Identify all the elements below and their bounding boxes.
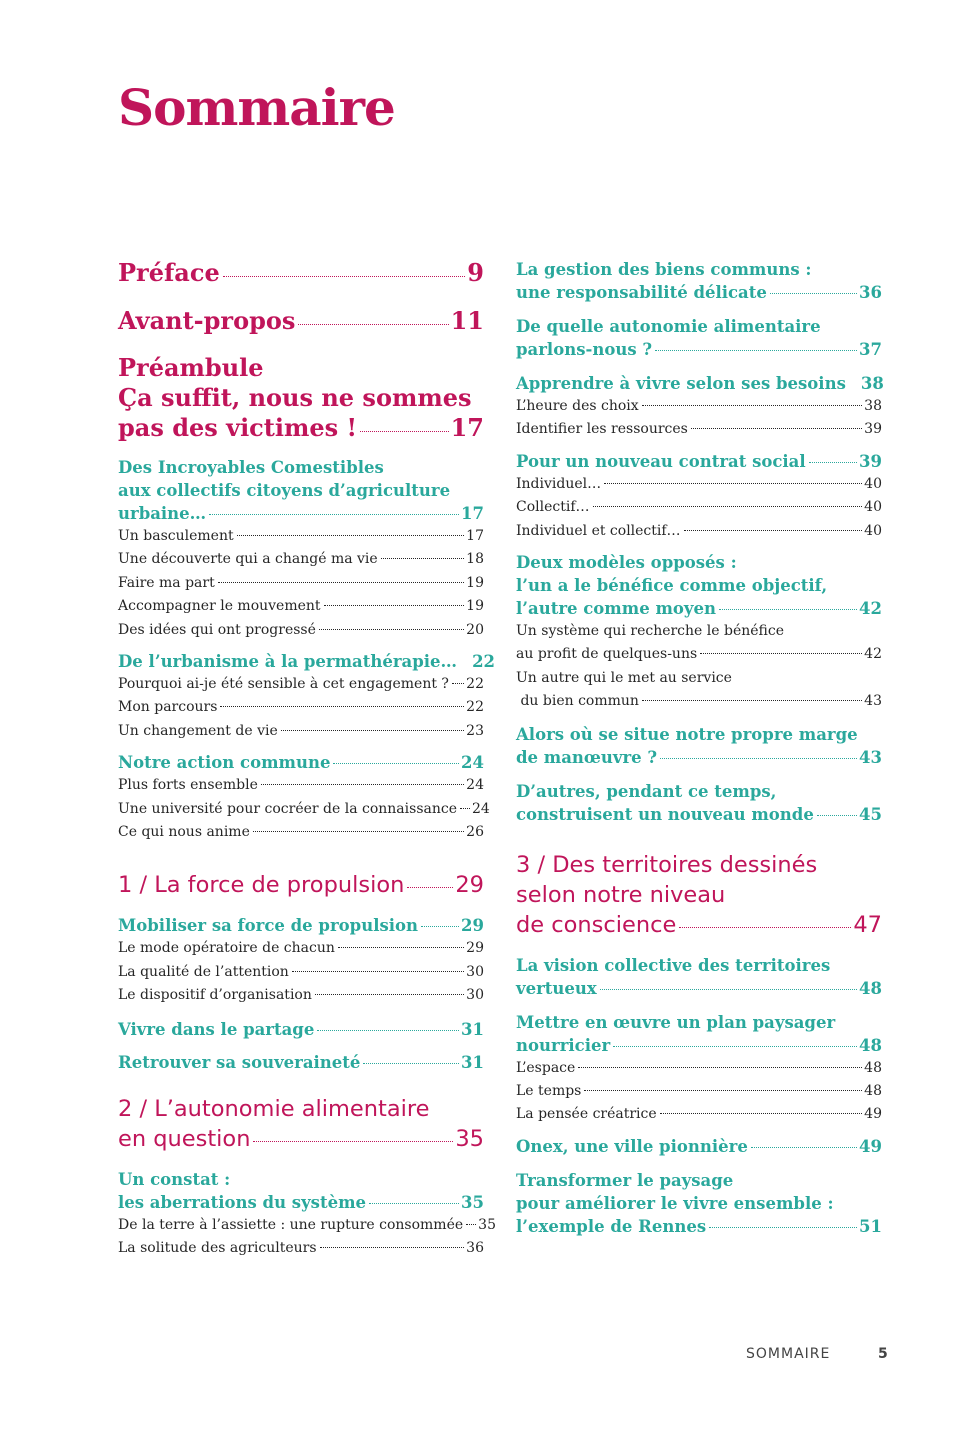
toc-page-number: 24: [466, 777, 484, 794]
leader-dots: [460, 808, 470, 809]
toc-entry-preface[interactable]: [118, 258, 484, 288]
toc-page-number: 17: [450, 413, 484, 442]
toc-subentry[interactable]: [516, 1103, 882, 1126]
leader-dots: [338, 947, 464, 948]
leader-dots: [381, 558, 464, 559]
toc-page-number: 42: [864, 646, 882, 663]
toc-page-number: 35: [461, 1192, 484, 1212]
leader-dots: [655, 350, 857, 351]
leader-dots: [660, 758, 857, 759]
leader-dots: [209, 514, 459, 515]
toc-page-number: 24: [472, 800, 490, 817]
toc-subentry[interactable]: [516, 395, 882, 418]
toc-page-number: 18: [466, 551, 484, 568]
toc-entry-dautres[interactable]: [516, 780, 882, 826]
toc-page-number: 19: [466, 574, 484, 591]
toc-page-number: 40: [864, 522, 882, 539]
toc-entry-title: La qualité de l’attention: [118, 963, 289, 980]
leader-dots: [466, 1224, 476, 1225]
toc-part-1[interactable]: [118, 870, 484, 900]
toc-entry-title-line: Transformer le paysage: [516, 1170, 734, 1190]
toc-entry-title-line: vertueux: [516, 978, 597, 998]
toc-page-number: 30: [466, 963, 484, 980]
toc-entry-title-line: l’exemple de Rennes: [516, 1216, 707, 1236]
toc-subentry[interactable]: [118, 821, 484, 844]
toc-entry-title-line: en question: [118, 1125, 251, 1152]
toc-page-number: 43: [864, 693, 882, 710]
toc-subentry[interactable]: [118, 1237, 484, 1260]
toc-subentry[interactable]: [118, 961, 484, 984]
toc-entry-vivre-partage[interactable]: [118, 1018, 484, 1041]
toc-page-number: 38: [860, 374, 884, 393]
toc-entry-title: De la terre à l’assiette : une rupture consommée: [118, 1216, 464, 1233]
leader-dots: [261, 784, 464, 785]
toc-entry-title: Individuel et collectif…: [516, 522, 681, 539]
toc-entry-title: Plus forts ensemble: [118, 777, 258, 794]
toc-page-number: 11: [450, 306, 484, 335]
leader-dots: [809, 462, 857, 463]
toc-entry-incroyables-comestibles[interactable]: [118, 456, 484, 525]
leader-dots: [604, 483, 862, 484]
toc-page-number: 17: [466, 528, 484, 544]
toc-entry-gestion-biens[interactable]: [516, 258, 882, 304]
leader-dots: [223, 276, 466, 277]
toc-page-number: 39: [859, 451, 882, 471]
toc-page-number: 23: [466, 722, 484, 739]
toc-entry-title: Identifier les ressources: [516, 421, 688, 438]
toc-page-number: 29: [461, 916, 484, 936]
toc-subentry[interactable]: [118, 572, 484, 595]
toc-page-number: 26: [466, 824, 484, 841]
leader-dots: [709, 1227, 857, 1228]
toc-entry-title-line: urbaine…: [118, 504, 207, 523]
toc-page-number: 22: [466, 676, 484, 693]
toc-subentry[interactable]: [118, 937, 484, 960]
toc-entry-title: De l’urbanisme à la permathérapie…: [118, 652, 458, 672]
toc-entry-title: Une université pour cocréer de la connaissance: [118, 800, 457, 817]
leader-dots: [319, 629, 464, 630]
leader-dots: [253, 1141, 453, 1142]
toc-entry-title: Avant-propos: [118, 306, 296, 335]
toc-entry-plan-paysager[interactable]: [516, 1011, 882, 1057]
leader-dots: [593, 506, 863, 507]
toc-entry-title: Collectif…: [516, 499, 590, 516]
toc-page-number: 20: [466, 621, 484, 638]
toc-page-number: 37: [859, 340, 882, 359]
toc-entry-title-line: 3 / Des territoires dessinés: [516, 851, 818, 878]
toc-entry-title: Accompagner le mouvement: [118, 598, 321, 615]
toc-page-number: 38: [864, 398, 882, 414]
toc-entry-title: Onex, une ville pionnière: [516, 1136, 748, 1156]
toc-subentry[interactable]: [516, 473, 882, 496]
toc-entry-urbanisme[interactable]: [118, 650, 496, 673]
toc-entry-constat[interactable]: [118, 1168, 484, 1214]
toc-entry-title: L’espace: [516, 1059, 576, 1076]
toc-entry-title: Apprendre à vivre selon ses besoins: [516, 374, 846, 393]
toc-subentry[interactable]: [118, 798, 490, 821]
leader-dots: [317, 1030, 459, 1031]
toc-entry-retrouver[interactable]: [118, 1051, 484, 1074]
toc-entry-title-line: Un autre qui le met au service: [516, 669, 732, 686]
leader-dots: [333, 763, 459, 764]
toc-subentry[interactable]: [118, 525, 484, 548]
toc-page-number: 51: [859, 1216, 882, 1236]
toc-entry-title: Ce qui nous anime: [118, 824, 250, 841]
toc-entry-title-line: pour améliorer le vivre ensemble :: [516, 1193, 834, 1213]
toc-page-number: 42: [859, 599, 882, 619]
toc-entry-title-line: au profit de quelques-uns: [516, 646, 698, 663]
toc-entry-title: La pensée créatrice: [516, 1106, 657, 1123]
toc-subentry[interactable]: [516, 1080, 882, 1103]
toc-entry-title: L’heure des choix: [516, 398, 639, 414]
toc-page-number: 35: [455, 1125, 484, 1152]
toc-entry-title-line: construisent un nouveau monde: [516, 804, 814, 824]
leader-dots: [660, 1113, 863, 1114]
leader-dots: [452, 683, 464, 684]
leader-dots: [679, 927, 851, 928]
toc-page-number: 29: [466, 940, 484, 957]
toc-entry-title-line: 2 / L’autonomie alimentaire: [118, 1095, 430, 1122]
leader-dots: [320, 1247, 465, 1248]
toc-entry-title-line: de manœuvre ?: [516, 747, 658, 767]
leader-dots: [298, 324, 448, 325]
toc-entry-title-line: parlons-nous ?: [516, 340, 653, 359]
toc-entry-deux-modeles[interactable]: [516, 551, 882, 620]
toc-entry-title: Le mode opératoire de chacun: [118, 940, 335, 957]
toc-entry-title: Préface: [118, 258, 220, 287]
toc-subentry[interactable]: [118, 774, 484, 797]
toc-entry-apprendre[interactable]: [516, 372, 882, 395]
toc-page-number: 43: [859, 747, 882, 767]
toc-entry-title-line: aux collectifs citoyens d’agriculture: [118, 481, 451, 500]
leader-dots: [691, 428, 862, 429]
toc-subentry[interactable]: [118, 696, 484, 719]
toc-entry-title: Mobiliser sa force de propulsion: [118, 916, 419, 936]
toc-entry-title-line: De quelle autonomie alimentaire: [516, 317, 821, 336]
leader-dots: [292, 971, 464, 972]
toc-entry-title-line: pas des victimes !: [118, 413, 358, 442]
toc-subentry-systeme[interactable]: [516, 620, 882, 667]
toc-entry-title: Le dispositif d’organisation: [118, 987, 312, 1004]
toc-entry-avant-propos[interactable]: [118, 306, 484, 336]
toc-entry-title-line: Ça suffit, nous ne sommes: [118, 383, 472, 412]
toc-subentry[interactable]: [118, 548, 484, 571]
toc-entry-title-line: de conscience: [516, 911, 677, 938]
toc-entry-title-line: du bien commun: [516, 693, 639, 710]
toc-entry-title-line: Alors où se situe notre propre marge: [516, 724, 858, 744]
toc-page-number: 19: [466, 598, 484, 615]
leader-dots: [719, 609, 857, 610]
toc-page-number: 17: [461, 504, 484, 523]
leader-dots: [253, 831, 464, 832]
toc-subentry[interactable]: [516, 1057, 882, 1080]
toc-subentry-autre[interactable]: [516, 667, 882, 714]
toc-page-number: 31: [461, 1052, 484, 1072]
toc-subentry[interactable]: [516, 418, 882, 441]
leader-dots: [369, 1203, 459, 1204]
toc-page-number: 31: [461, 1019, 484, 1039]
toc-entry-title-line: Un constat :: [118, 1169, 231, 1189]
toc-entry-marge-manoeuvre[interactable]: [516, 723, 882, 769]
toc-page-number: 9: [467, 258, 484, 287]
toc-entry-title: Le temps: [516, 1083, 582, 1100]
toc-entry-title: Pour un nouveau contrat social: [516, 451, 806, 471]
leader-dots: [642, 405, 862, 406]
toc-entry-mobiliser[interactable]: [118, 914, 484, 937]
leader-dots: [363, 1063, 459, 1064]
toc-entry-title-line: une responsabilité délicate: [516, 283, 767, 302]
toc-entry-title: Une découverte qui a changé ma vie: [118, 551, 378, 568]
toc-subentry[interactable]: [516, 496, 882, 519]
toc-page-number: 36: [859, 283, 882, 302]
toc-left-column: [118, 258, 496, 1261]
toc-page-number: 40: [864, 499, 882, 516]
toc-entry-title: La solitude des agriculteurs: [118, 1240, 317, 1257]
leader-dots: [315, 994, 464, 995]
toc-entry-title-line: l’un a le bénéfice comme objectif,: [516, 576, 828, 596]
toc-entry-title: Individuel…: [516, 475, 602, 492]
toc-page-number: 48: [864, 1083, 882, 1100]
toc-entry-title: Un basculement: [118, 528, 234, 544]
toc-part-3[interactable]: [516, 850, 882, 940]
toc-entry-title: Mon parcours: [118, 699, 218, 716]
toc-subentry[interactable]: [118, 984, 484, 1007]
toc-entry-title-line: Des Incroyables Comestibles: [118, 458, 384, 477]
leader-dots: [220, 706, 464, 707]
leader-dots: [751, 1147, 857, 1148]
toc-entry-title: 1 / La force de propulsion: [118, 872, 405, 899]
toc-entry-title: Notre action commune: [118, 753, 331, 773]
toc-entry-title: Des idées qui ont progressé: [118, 621, 316, 638]
toc-entry-vision-collective[interactable]: [516, 954, 882, 1000]
toc-subentry[interactable]: [118, 595, 484, 618]
leader-dots: [421, 926, 459, 927]
toc-page-number: 22: [466, 699, 484, 716]
toc-page-number: 48: [859, 1035, 882, 1055]
leader-dots: [584, 1090, 862, 1091]
toc-page-number: 49: [864, 1106, 882, 1123]
footer-page-number: 5: [878, 1346, 888, 1362]
leader-dots: [817, 815, 857, 816]
toc-entry-title-line: La vision collective des territoires: [516, 955, 831, 975]
leader-dots: [237, 535, 465, 536]
toc-subentry[interactable]: [118, 673, 484, 696]
page-title: Sommaire: [118, 78, 395, 137]
toc-page-number: 30: [466, 987, 484, 1004]
leader-dots: [613, 1046, 857, 1047]
toc-entry-title-line: D’autres, pendant ce temps,: [516, 781, 777, 801]
toc-entry-onex[interactable]: [516, 1135, 882, 1158]
leader-dots: [684, 530, 863, 531]
toc-right-column: [516, 258, 882, 1238]
toc-entry-preambule[interactable]: [118, 353, 484, 443]
toc-entry-title-line: l’autre comme moyen: [516, 599, 717, 619]
toc-page-number: 45: [859, 804, 882, 824]
toc-part-2[interactable]: [118, 1094, 484, 1154]
footer-section-label: SOMMAIRE: [746, 1346, 831, 1362]
toc-subentry[interactable]: [118, 619, 484, 642]
toc-page-number: 39: [864, 421, 882, 438]
toc-page-number: 48: [859, 978, 882, 998]
toc-entry-contrat-social[interactable]: [516, 450, 882, 473]
toc-entry-title-line: selon notre niveau: [516, 881, 726, 908]
toc-page-number: 48: [864, 1059, 882, 1076]
toc-subentry[interactable]: [118, 1214, 496, 1237]
leader-dots: [770, 293, 857, 294]
toc-page-number: 36: [466, 1240, 484, 1257]
toc-entry-title: Retrouver sa souveraineté: [118, 1052, 361, 1072]
leader-dots: [324, 605, 465, 606]
toc-page-number: 35: [478, 1216, 496, 1233]
leader-dots: [281, 730, 464, 731]
toc-entry-title-line: Mettre en œuvre un plan paysager: [516, 1012, 836, 1032]
leader-dots: [700, 653, 862, 654]
toc-page-number: 29: [455, 872, 484, 899]
toc-entry-title-line: nourricier: [516, 1035, 611, 1055]
leader-dots: [218, 582, 464, 583]
toc-entry-transformer-paysage[interactable]: [516, 1169, 882, 1238]
toc-page-number: 47: [853, 911, 882, 938]
toc-subentry[interactable]: [118, 720, 484, 743]
toc-page-number: 49: [859, 1136, 882, 1156]
toc-entry-title: Pourquoi ai-je été sensible à cet engagement ?: [118, 676, 449, 693]
leader-dots: [578, 1067, 862, 1068]
toc-page-number: 40: [864, 475, 882, 492]
toc-entry-title: Vivre dans le partage: [118, 1019, 315, 1039]
toc-page-number: 24: [461, 753, 484, 773]
toc-entry-title-line: La gestion des biens communs :: [516, 260, 812, 279]
toc-entry-title-line: Deux modèles opposés :: [516, 553, 737, 573]
leader-dots: [600, 989, 857, 990]
leader-dots: [407, 887, 453, 888]
toc-entry-title-line: Préambule: [118, 353, 264, 382]
toc-page-number: 22: [472, 652, 496, 672]
leader-dots: [360, 431, 449, 432]
toc-entry-quelle-autonomie[interactable]: [516, 315, 882, 361]
toc-entry-title: Un changement de vie: [118, 722, 278, 739]
toc-entry-title-line: Un système qui recherche le bénéfice: [516, 623, 785, 640]
toc-entry-title-line: les aberrations du système: [118, 1192, 367, 1212]
leader-dots: [642, 700, 862, 701]
toc-subentry[interactable]: [516, 520, 882, 543]
toc-entry-notre-action[interactable]: [118, 751, 484, 774]
toc-entry-title: Faire ma part: [118, 574, 215, 591]
